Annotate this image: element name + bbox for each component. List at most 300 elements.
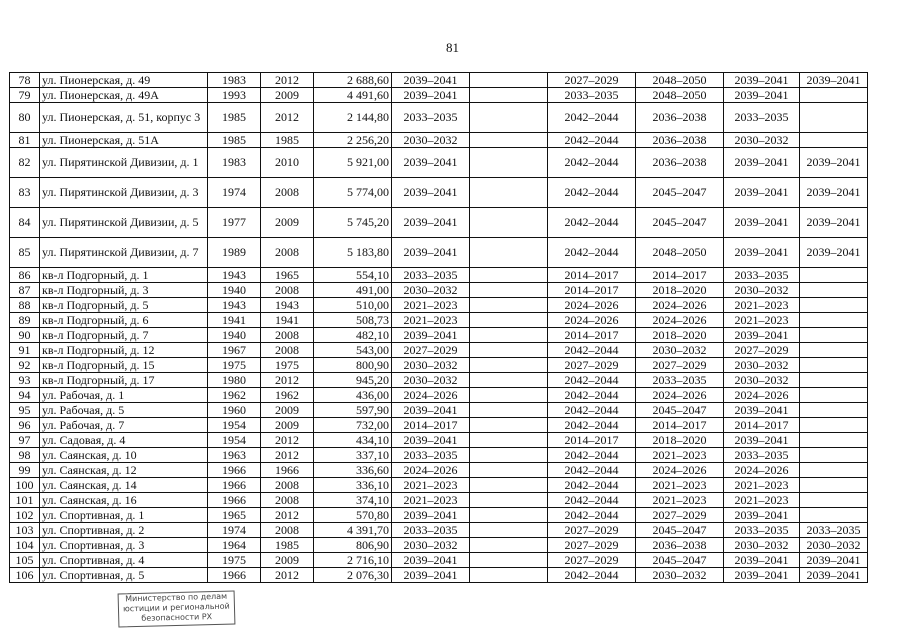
cell-row-number: 86 (10, 268, 40, 283)
cell-period-3: 2042–2044 (548, 478, 636, 493)
table-row (10, 178, 868, 208)
cell-area: 2 076,30 (314, 568, 392, 583)
cell-row-number: 79 (10, 88, 40, 103)
cell-year-built: 1967 (208, 343, 261, 358)
cell-period-6: 2039–2041 (800, 73, 868, 88)
cell-period-6: 2033–2035 (800, 523, 868, 538)
cell-period-4: 2021–2023 (636, 478, 724, 493)
cell-row-number: 106 (10, 568, 40, 583)
cell-period-5: 2039–2041 (724, 433, 800, 448)
cell-year-repair: 2009 (261, 88, 314, 103)
cell-row-number: 83 (10, 178, 40, 208)
cell-year-repair: 2012 (261, 568, 314, 583)
cell-year-built: 1977 (208, 208, 261, 238)
cell-period-3: 2042–2044 (548, 238, 636, 268)
cell-area: 597,90 (314, 403, 392, 418)
cell-area: 482,10 (314, 328, 392, 343)
cell-year-built: 1974 (208, 178, 261, 208)
cell-period-6 (800, 328, 868, 343)
cell-period-5: 2039–2041 (724, 88, 800, 103)
cell-period-1: 2033–2035 (392, 103, 470, 133)
cell-period-1: 2024–2026 (392, 463, 470, 478)
cell-period-1: 2027–2029 (392, 343, 470, 358)
cell-period-1: 2021–2023 (392, 298, 470, 313)
cell-period-3: 2014–2017 (548, 283, 636, 298)
table-row (10, 88, 868, 103)
stamp-line: Министерство по делам (125, 591, 228, 604)
cell-area: 570,80 (314, 508, 392, 523)
cell-period-6 (800, 88, 868, 103)
cell-address: ул. Саянская, д. 16 (40, 493, 208, 508)
cell-period-2 (470, 463, 548, 478)
cell-period-5: 2039–2041 (724, 148, 800, 178)
housing-repair-table (9, 72, 868, 583)
cell-period-2 (470, 208, 548, 238)
cell-period-2 (470, 103, 548, 133)
cell-period-2 (470, 478, 548, 493)
cell-period-4: 2036–2038 (636, 103, 724, 133)
cell-row-number: 80 (10, 103, 40, 133)
cell-period-2 (470, 358, 548, 373)
cell-area: 4 491,60 (314, 88, 392, 103)
cell-row-number: 91 (10, 343, 40, 358)
cell-period-4: 2045–2047 (636, 553, 724, 568)
cell-period-2 (470, 508, 548, 523)
table-row (10, 148, 868, 178)
cell-period-3: 2024–2026 (548, 313, 636, 328)
cell-period-4: 2027–2029 (636, 508, 724, 523)
cell-period-6 (800, 478, 868, 493)
cell-year-built: 1965 (208, 508, 261, 523)
cell-row-number: 104 (10, 538, 40, 553)
cell-period-4: 2048–2050 (636, 73, 724, 88)
cell-row-number: 102 (10, 508, 40, 523)
cell-period-6 (800, 373, 868, 388)
cell-area: 510,00 (314, 298, 392, 313)
cell-period-3: 2042–2044 (548, 388, 636, 403)
stamp-line: безопасности РХ (141, 612, 213, 623)
cell-year-built: 1983 (208, 148, 261, 178)
cell-period-6 (800, 358, 868, 373)
table-row (10, 313, 868, 328)
cell-period-2 (470, 343, 548, 358)
cell-period-1: 2033–2035 (392, 523, 470, 538)
cell-address: ул. Саянская, д. 10 (40, 448, 208, 463)
cell-period-3: 2042–2044 (548, 403, 636, 418)
cell-area: 945,20 (314, 373, 392, 388)
cell-period-6 (800, 493, 868, 508)
cell-period-1: 2030–2032 (392, 283, 470, 298)
cell-period-4: 2021–2023 (636, 493, 724, 508)
cell-period-3: 2042–2044 (548, 418, 636, 433)
cell-address: кв-л Подгорный, д. 1 (40, 268, 208, 283)
cell-area: 337,10 (314, 448, 392, 463)
cell-period-5: 2021–2023 (724, 478, 800, 493)
cell-period-4: 2036–2038 (636, 148, 724, 178)
cell-period-5: 2024–2026 (724, 463, 800, 478)
cell-row-number: 78 (10, 73, 40, 88)
cell-period-1: 2030–2032 (392, 373, 470, 388)
cell-address: ул. Спортивная, д. 5 (40, 568, 208, 583)
cell-period-6 (800, 448, 868, 463)
cell-period-2 (470, 433, 548, 448)
cell-row-number: 90 (10, 328, 40, 343)
cell-address: ул. Спортивная, д. 1 (40, 508, 208, 523)
cell-period-6: 2030–2032 (800, 538, 868, 553)
cell-period-1: 2014–2017 (392, 418, 470, 433)
cell-period-5: 2039–2041 (724, 568, 800, 583)
cell-period-4: 2024–2026 (636, 463, 724, 478)
cell-period-1: 2039–2041 (392, 553, 470, 568)
cell-address: ул. Саянская, д. 14 (40, 478, 208, 493)
cell-period-1: 2039–2041 (392, 508, 470, 523)
cell-period-4: 2024–2026 (636, 388, 724, 403)
table-row (10, 238, 868, 268)
cell-period-5: 2030–2032 (724, 373, 800, 388)
cell-period-5: 2039–2041 (724, 73, 800, 88)
cell-area: 2 144,80 (314, 103, 392, 133)
table-row (10, 208, 868, 238)
cell-address: ул. Пирятинской Дивизии, д. 7 (40, 238, 208, 268)
cell-period-4: 2021–2023 (636, 448, 724, 463)
cell-address: ул. Саянская, д. 12 (40, 463, 208, 478)
cell-period-5: 2030–2032 (724, 283, 800, 298)
cell-period-5: 2021–2023 (724, 298, 800, 313)
cell-period-2 (470, 298, 548, 313)
cell-period-6 (800, 418, 868, 433)
cell-period-3: 2042–2044 (548, 463, 636, 478)
cell-period-1: 2039–2041 (392, 178, 470, 208)
cell-period-1: 2039–2041 (392, 238, 470, 268)
cell-period-5: 2033–2035 (724, 448, 800, 463)
cell-year-repair: 1985 (261, 133, 314, 148)
cell-year-built: 1943 (208, 298, 261, 313)
cell-period-6 (800, 283, 868, 298)
cell-row-number: 81 (10, 133, 40, 148)
cell-period-4: 2018–2020 (636, 433, 724, 448)
cell-period-4: 2045–2047 (636, 178, 724, 208)
cell-period-3: 2014–2017 (548, 268, 636, 283)
cell-period-2 (470, 268, 548, 283)
cell-year-built: 1989 (208, 238, 261, 268)
cell-address: ул. Пионерская, д. 49 (40, 73, 208, 88)
cell-period-5: 2039–2041 (724, 238, 800, 268)
table-body (10, 73, 868, 583)
cell-period-6: 2039–2041 (800, 238, 868, 268)
cell-address: ул. Рабочая, д. 7 (40, 418, 208, 433)
cell-period-5: 2039–2041 (724, 328, 800, 343)
cell-year-built: 1966 (208, 568, 261, 583)
cell-area: 491,00 (314, 283, 392, 298)
cell-period-5: 2024–2026 (724, 388, 800, 403)
cell-period-5: 2021–2023 (724, 493, 800, 508)
cell-area: 554,10 (314, 268, 392, 283)
cell-row-number: 82 (10, 148, 40, 178)
cell-period-4: 2027–2029 (636, 358, 724, 373)
cell-period-2 (470, 553, 548, 568)
cell-period-3: 2042–2044 (548, 148, 636, 178)
table-row (10, 568, 868, 583)
cell-address: ул. Пирятинской Дивизии, д. 5 (40, 208, 208, 238)
cell-area: 5 774,00 (314, 178, 392, 208)
cell-period-3: 2042–2044 (548, 133, 636, 148)
cell-address: ул. Пионерская, д. 51А (40, 133, 208, 148)
cell-period-4: 2048–2050 (636, 238, 724, 268)
cell-period-6 (800, 103, 868, 133)
cell-period-3: 2042–2044 (548, 493, 636, 508)
table-row (10, 133, 868, 148)
cell-year-repair: 2009 (261, 418, 314, 433)
cell-period-3: 2042–2044 (548, 568, 636, 583)
cell-period-1: 2033–2035 (392, 268, 470, 283)
cell-period-3: 2027–2029 (548, 538, 636, 553)
cell-period-4: 2024–2026 (636, 298, 724, 313)
cell-address: кв-л Подгорный, д. 3 (40, 283, 208, 298)
cell-year-repair: 1943 (261, 298, 314, 313)
cell-period-3: 2042–2044 (548, 448, 636, 463)
cell-year-built: 1954 (208, 433, 261, 448)
cell-year-repair: 2008 (261, 478, 314, 493)
cell-row-number: 95 (10, 403, 40, 418)
cell-row-number: 99 (10, 463, 40, 478)
cell-year-built: 1966 (208, 463, 261, 478)
cell-year-repair: 1941 (261, 313, 314, 328)
table-row (10, 553, 868, 568)
cell-area: 5 183,80 (314, 238, 392, 268)
cell-area: 436,00 (314, 388, 392, 403)
cell-row-number: 98 (10, 448, 40, 463)
cell-period-3: 2042–2044 (548, 508, 636, 523)
cell-period-2 (470, 538, 548, 553)
cell-address: ул. Спортивная, д. 2 (40, 523, 208, 538)
cell-year-repair: 2010 (261, 148, 314, 178)
cell-period-5: 2030–2032 (724, 358, 800, 373)
cell-period-1: 2033–2035 (392, 448, 470, 463)
cell-period-6: 2039–2041 (800, 148, 868, 178)
cell-address: кв-л Подгорный, д. 17 (40, 373, 208, 388)
cell-period-1: 2030–2032 (392, 133, 470, 148)
cell-year-built: 1966 (208, 478, 261, 493)
cell-row-number: 94 (10, 388, 40, 403)
table-row (10, 508, 868, 523)
cell-row-number: 93 (10, 373, 40, 388)
cell-year-built: 1985 (208, 133, 261, 148)
cell-period-4: 2014–2017 (636, 418, 724, 433)
cell-row-number: 100 (10, 478, 40, 493)
cell-area: 800,90 (314, 358, 392, 373)
cell-period-2 (470, 73, 548, 88)
cell-period-4: 2036–2038 (636, 133, 724, 148)
cell-period-5: 2021–2023 (724, 313, 800, 328)
cell-area: 336,10 (314, 478, 392, 493)
cell-year-built: 1963 (208, 448, 261, 463)
cell-period-1: 2039–2041 (392, 88, 470, 103)
cell-address: ул. Рабочая, д. 1 (40, 388, 208, 403)
cell-year-repair: 1962 (261, 388, 314, 403)
cell-period-1: 2039–2041 (392, 568, 470, 583)
cell-period-6 (800, 133, 868, 148)
cell-year-repair: 2009 (261, 553, 314, 568)
cell-address: ул. Пирятинской Дивизии, д. 1 (40, 148, 208, 178)
cell-area: 374,10 (314, 493, 392, 508)
cell-year-built: 1941 (208, 313, 261, 328)
cell-area: 5 745,20 (314, 208, 392, 238)
cell-row-number: 97 (10, 433, 40, 448)
cell-period-6 (800, 403, 868, 418)
cell-year-built: 1964 (208, 538, 261, 553)
cell-address: кв-л Подгорный, д. 5 (40, 298, 208, 313)
cell-period-2 (470, 313, 548, 328)
cell-period-5: 2033–2035 (724, 268, 800, 283)
cell-period-1: 2039–2041 (392, 73, 470, 88)
cell-row-number: 89 (10, 313, 40, 328)
cell-period-4: 2024–2026 (636, 313, 724, 328)
cell-area: 434,10 (314, 433, 392, 448)
cell-year-repair: 2008 (261, 343, 314, 358)
cell-year-repair: 1966 (261, 463, 314, 478)
cell-year-repair: 2009 (261, 403, 314, 418)
cell-period-4: 2014–2017 (636, 268, 724, 283)
cell-area: 543,00 (314, 343, 392, 358)
cell-period-6 (800, 508, 868, 523)
cell-year-built: 1974 (208, 523, 261, 538)
cell-period-3: 2033–2035 (548, 88, 636, 103)
cell-address: кв-л Подгорный, д. 12 (40, 343, 208, 358)
cell-period-6 (800, 298, 868, 313)
table-row (10, 433, 868, 448)
cell-period-1: 2030–2032 (392, 538, 470, 553)
table-row (10, 298, 868, 313)
cell-period-3: 2027–2029 (548, 523, 636, 538)
cell-year-repair: 2012 (261, 433, 314, 448)
cell-period-5: 2039–2041 (724, 553, 800, 568)
cell-area: 4 391,70 (314, 523, 392, 538)
cell-year-built: 1993 (208, 88, 261, 103)
table-row (10, 538, 868, 553)
cell-address: ул. Спортивная, д. 4 (40, 553, 208, 568)
cell-period-1: 2021–2023 (392, 478, 470, 493)
cell-row-number: 84 (10, 208, 40, 238)
cell-period-3: 2027–2029 (548, 73, 636, 88)
cell-address: кв-л Подгорный, д. 15 (40, 358, 208, 373)
cell-period-2 (470, 493, 548, 508)
cell-area: 5 921,00 (314, 148, 392, 178)
cell-year-repair: 2012 (261, 508, 314, 523)
cell-row-number: 87 (10, 283, 40, 298)
cell-period-1: 2024–2026 (392, 388, 470, 403)
cell-period-3: 2042–2044 (548, 208, 636, 238)
cell-year-repair: 1985 (261, 538, 314, 553)
cell-period-5: 2039–2041 (724, 178, 800, 208)
cell-area: 2 256,20 (314, 133, 392, 148)
cell-period-5: 2030–2032 (724, 538, 800, 553)
cell-period-2 (470, 568, 548, 583)
table-row (10, 328, 868, 343)
cell-period-1: 2039–2041 (392, 433, 470, 448)
cell-year-built: 1966 (208, 493, 261, 508)
table-row (10, 463, 868, 478)
table-row (10, 388, 868, 403)
table-row (10, 493, 868, 508)
cell-year-repair: 2008 (261, 178, 314, 208)
cell-area: 732,00 (314, 418, 392, 433)
cell-period-4: 2030–2032 (636, 568, 724, 583)
cell-period-2 (470, 448, 548, 463)
cell-year-built: 1975 (208, 553, 261, 568)
cell-period-3: 2042–2044 (548, 103, 636, 133)
cell-area: 508,73 (314, 313, 392, 328)
cell-period-2 (470, 238, 548, 268)
cell-year-built: 1954 (208, 418, 261, 433)
cell-period-5: 2033–2035 (724, 103, 800, 133)
cell-row-number: 88 (10, 298, 40, 313)
cell-year-built: 1960 (208, 403, 261, 418)
page-number: 81 (446, 40, 459, 55)
cell-year-repair: 2008 (261, 493, 314, 508)
cell-year-repair: 2008 (261, 283, 314, 298)
cell-period-1: 2021–2023 (392, 493, 470, 508)
cell-year-built: 1980 (208, 373, 261, 388)
cell-period-6 (800, 343, 868, 358)
cell-period-6 (800, 268, 868, 283)
cell-year-repair: 2012 (261, 73, 314, 88)
cell-period-6: 2039–2041 (800, 553, 868, 568)
cell-period-2 (470, 388, 548, 403)
cell-year-repair: 1975 (261, 358, 314, 373)
cell-period-4: 2045–2047 (636, 523, 724, 538)
cell-period-4: 2033–2035 (636, 373, 724, 388)
cell-period-2 (470, 328, 548, 343)
cell-address: ул. Пионерская, д. 51, корпус 3 (40, 103, 208, 133)
cell-period-1: 2039–2041 (392, 328, 470, 343)
cell-period-2 (470, 403, 548, 418)
cell-area: 806,90 (314, 538, 392, 553)
cell-address: кв-л Подгорный, д. 6 (40, 313, 208, 328)
cell-address: ул. Спортивная, д. 3 (40, 538, 208, 553)
cell-period-5: 2014–2017 (724, 418, 800, 433)
cell-row-number: 103 (10, 523, 40, 538)
cell-period-5: 2027–2029 (724, 343, 800, 358)
stamp-line: юстиции и региональной (123, 601, 230, 614)
cell-address: ул. Пионерская, д. 49А (40, 88, 208, 103)
cell-period-2 (470, 373, 548, 388)
cell-period-6 (800, 388, 868, 403)
cell-year-built: 1943 (208, 268, 261, 283)
cell-period-4: 2045–2047 (636, 403, 724, 418)
table-row (10, 418, 868, 433)
table-row (10, 103, 868, 133)
cell-period-2 (470, 523, 548, 538)
table-row (10, 478, 868, 493)
cell-period-5: 2033–2035 (724, 523, 800, 538)
cell-period-3: 2042–2044 (548, 178, 636, 208)
cell-period-3: 2014–2017 (548, 328, 636, 343)
cell-year-built: 1962 (208, 388, 261, 403)
cell-year-repair: 2012 (261, 103, 314, 133)
cell-year-built: 1940 (208, 283, 261, 298)
cell-period-6: 2039–2041 (800, 178, 868, 208)
cell-year-repair: 2012 (261, 373, 314, 388)
cell-period-2 (470, 178, 548, 208)
cell-period-1: 2039–2041 (392, 208, 470, 238)
cell-period-3: 2027–2029 (548, 553, 636, 568)
cell-period-3: 2027–2029 (548, 358, 636, 373)
table-row (10, 283, 868, 298)
cell-row-number: 85 (10, 238, 40, 268)
table-row (10, 358, 868, 373)
cell-period-4: 2048–2050 (636, 88, 724, 103)
cell-address: ул. Садовая, д. 4 (40, 433, 208, 448)
